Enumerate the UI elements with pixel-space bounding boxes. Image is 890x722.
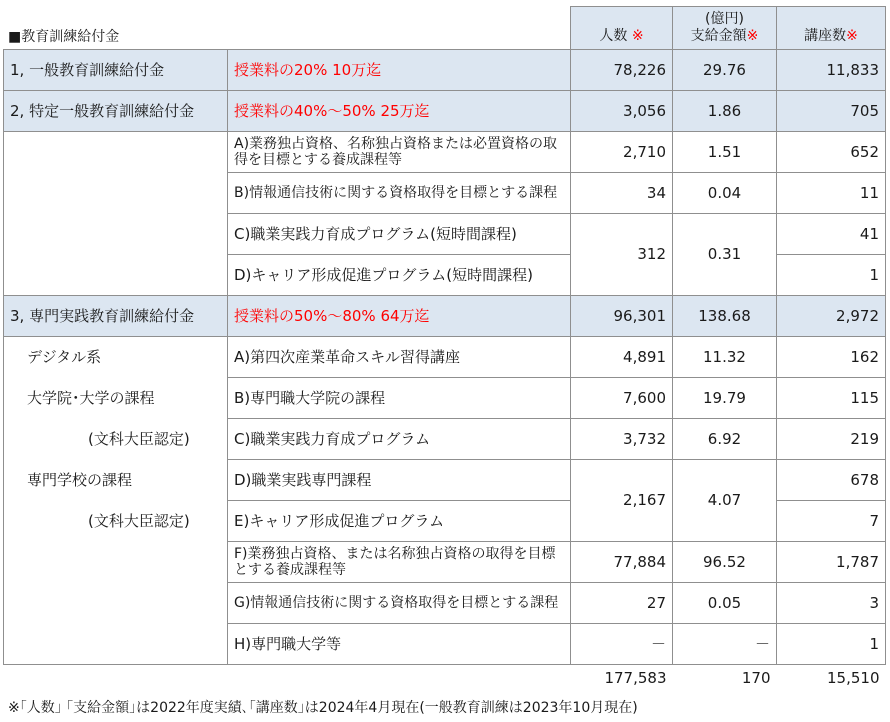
- courses-cell: 1,787: [777, 542, 886, 583]
- footnote: ※｢人数｣ ｢支給金額｣は2022年度実績､｢講座数｣は2024年4月現在(一般教育訓練は2023年10月現在): [8, 700, 638, 716]
- courses-cell: 11: [777, 173, 886, 214]
- total-people: 177,583: [604, 669, 667, 688]
- totals-row: [4, 665, 886, 693]
- people-cell: 78,226: [571, 50, 673, 91]
- courses-cell: 678: [777, 460, 886, 501]
- people-cell: 2,710: [571, 132, 673, 173]
- section-name: 3, 専門実践教育訓練給付金: [4, 296, 228, 337]
- amount-cell: 1.86: [673, 91, 777, 132]
- note-mark: ※: [631, 28, 644, 44]
- people-cell: 96,301: [571, 296, 673, 337]
- courses-cell: 41: [777, 214, 886, 255]
- amount-cell-merged: 0.31: [673, 214, 777, 296]
- courses-cell: 705: [777, 91, 886, 132]
- header-row: [4, 7, 886, 50]
- section-row-specific: [4, 91, 886, 132]
- amount-cell: 0.04: [673, 173, 777, 214]
- row-label: H)専門職大学等: [228, 624, 571, 665]
- row-label: A)業務独占資格、名称独占資格または必置資格の取得を目標とする養成課程等: [228, 132, 571, 173]
- side-label: (文科大臣認定): [4, 501, 228, 542]
- table-row: [4, 337, 886, 378]
- row-label: B)専門職大学院の課程: [228, 378, 571, 419]
- people-cell: 27: [571, 583, 673, 624]
- benefit-rate: 授業料の20% 10万迄: [228, 50, 571, 91]
- section-row-general: [4, 50, 886, 91]
- side-label: 大学院･大学の課程: [4, 378, 228, 419]
- side-label: 専門学校の課程: [4, 460, 228, 501]
- courses-cell: 219: [777, 419, 886, 460]
- section-name: 2, 特定一般教育訓練給付金: [4, 91, 228, 132]
- people-cell: 4,891: [571, 337, 673, 378]
- people-cell: 7,600: [571, 378, 673, 419]
- courses-cell: 162: [777, 337, 886, 378]
- people-cell-merged: 312: [571, 214, 673, 296]
- indent-cell: [4, 542, 228, 665]
- note-mark: ※: [746, 28, 759, 44]
- people-cell: 3,732: [571, 419, 673, 460]
- courses-cell: 1: [777, 255, 886, 296]
- amount-cell: 19.79: [673, 378, 777, 419]
- courses-cell: 7: [777, 501, 886, 542]
- section-name: 1, 一般教育訓練給付金: [4, 50, 228, 91]
- table-row: [4, 460, 886, 501]
- header-amount-label: 支給金額: [690, 28, 747, 44]
- amount-cell-merged: 4.07: [673, 460, 777, 542]
- amount-cell: 96.52: [673, 542, 777, 583]
- page-title: ■教育訓練給付金: [8, 29, 120, 45]
- row-label: E)キャリア形成促進プログラム: [228, 501, 571, 542]
- people-cell-merged: 2,167: [571, 460, 673, 542]
- benefit-rate: 授業料の40%～50% 25万迄: [228, 91, 571, 132]
- total-courses: 15,510: [827, 669, 880, 688]
- table-row: [4, 542, 886, 583]
- header-people-label: 人数: [599, 28, 628, 44]
- side-label: デジタル系: [4, 337, 228, 378]
- table-row: [4, 419, 886, 460]
- amount-cell: 6.92: [673, 419, 777, 460]
- row-label: C)職業実践力育成プログラム: [228, 419, 571, 460]
- benefits-table: [3, 6, 886, 693]
- row-label: D)職業実践専門課程: [228, 460, 571, 501]
- people-cell: 77,884: [571, 542, 673, 583]
- table-row: [4, 132, 886, 173]
- row-label: D)キャリア形成促進プログラム(短時間課程): [228, 255, 571, 296]
- header-amount: [673, 7, 777, 50]
- indent-cell: [4, 132, 228, 296]
- total-amount: 170: [741, 669, 771, 688]
- header-courses: [777, 7, 886, 50]
- benefit-rate: 授業料の50%～80% 64万迄: [228, 296, 571, 337]
- header-amount-unit: (億円): [705, 11, 744, 27]
- people-cell: 3,056: [571, 91, 673, 132]
- courses-cell: 11,833: [777, 50, 886, 91]
- note-mark: ※: [846, 28, 858, 44]
- amount-cell: 0.05: [673, 583, 777, 624]
- row-label: G)情報通信技術に関する資格取得を目標とする課程: [228, 583, 571, 624]
- courses-cell: 1: [777, 624, 886, 665]
- amount-cell: 11.32: [673, 337, 777, 378]
- amount-cell: 138.68: [673, 296, 777, 337]
- courses-cell: 652: [777, 132, 886, 173]
- courses-cell: 3: [777, 583, 886, 624]
- amount-cell: 29.76: [673, 50, 777, 91]
- row-label: B)情報通信技術に関する資格取得を目標とする課程: [228, 173, 571, 214]
- amount-cell: －: [673, 624, 777, 665]
- row-label: A)第四次産業革命スキル習得講座: [228, 337, 571, 378]
- courses-cell: 2,972: [777, 296, 886, 337]
- people-cell: 34: [571, 173, 673, 214]
- section-row-practical: [4, 296, 886, 337]
- people-cell: －: [571, 624, 673, 665]
- amount-cell: 1.51: [673, 132, 777, 173]
- header-people: [571, 7, 673, 50]
- row-label: F)業務独占資格、または名称独占資格の取得を目標とする養成課程等: [228, 542, 571, 583]
- row-label: C)職業実践力育成プログラム(短時間課程): [228, 214, 571, 255]
- courses-cell: 115: [777, 378, 886, 419]
- table-row: [4, 378, 886, 419]
- side-label: (文科大臣認定): [4, 419, 228, 460]
- header-courses-label: 講座数: [804, 28, 847, 44]
